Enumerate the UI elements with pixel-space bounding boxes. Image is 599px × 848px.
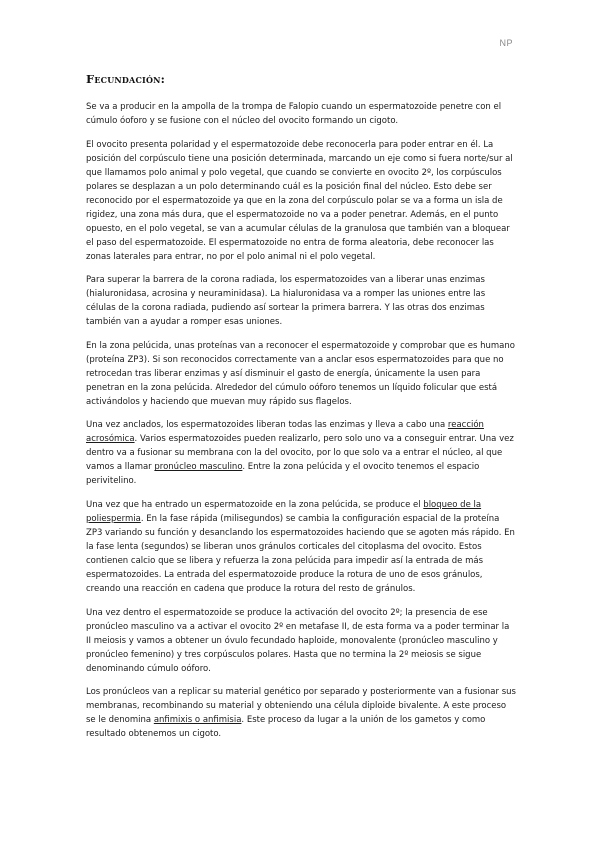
text-run: El ovocito presenta polaridad y el espermatozoide debe reconocerla para poder entrar en él. La posición del corpúsculo tiene una posición determinada, marcando un eje como si fuera norte/sur al que llamamos polo animal y polo vegetal, que cuando se convierte en ovocito 2º, los corpúsculos polares se desplazan a un polo determinando cuál es la posición final del núcleo. Esto debe ser reconocido por el espermatozoide ya que en la zona del corpúsculo polar se va a forma un isla de rigidez, una zona más dura, que el espermatozoide no va a poder penetrar. Además, en el punto opuesto, en el polo vegetal, se van a acumular células de la granulosa que también van a bloquear el paso del espermatozoide. El espermatozoide no entra de forma aleatoria, debe reconocer las zonas laterales para entrar, no por el polo animal ni el polo vegetal. [86, 139, 513, 262]
author-initials: NP [499, 38, 513, 48]
underlined-term: anfimixis o anfimisia [153, 715, 242, 726]
body-paragraph [86, 339, 516, 409]
underlined-term: pronúcleo masculino [154, 462, 243, 473]
underlined-term: bloqueo de la poliespermia [86, 499, 482, 524]
document-body [86, 100, 516, 751]
underlined-term: reacción acrosómica [86, 420, 484, 445]
body-paragraph [86, 138, 516, 264]
text-run: Una vez dentro el espermatozoide se produce la activación del ovocito 2º; la presencia de ese pronúcleo masculino va a activar el ovocito 2º en metafase II, de esta forma va a poder terminar la II meiosis y vamos a obtener un óvulo fecundado haploide, monovalente (pronúcleo masculino y pronúcleo femenino) y tres corpúsculos polares. Hasta que no termina la 2º meiosis se sigue denominando cúmulo oóforo. [86, 607, 510, 674]
section-title: Fecundación: [86, 72, 166, 86]
body-paragraph [86, 100, 516, 128]
text-run: . En la fase rápida (milisegundos) se cambia la configuración espacial de la proteína ZP3 variando su función y desanclando los espermatozoides haciendo que se agoten más rápido. En la fase lenta (segundos) se liberan unos gránulos corticales del citoplasma del ovocito. Estos contienen calcio que se libera y refuerza la zona pelúcida para impedir así la entrada de más espermatozoides. La entrada del espermatozoide produce la rotura de uno de esos gránulos, creando una reacción en cadena que produce la rotura del resto de gránulos. [86, 513, 515, 594]
text-run: . Este proceso da lugar a la unión de los gametos y como resultado obtenemos un cigoto. [86, 715, 486, 740]
text-run: Los pronúcleos van a replicar su material genético por separado y posteriormente van a fusionar sus membranas, recombinando su material y obteniendo una célula diploide bivalente. A este proceso se le denomina [86, 687, 516, 726]
text-run: Se va a producir en la ampolla de la trompa de Falopio cuando un espermatozoide penetre con el cúmulo óoforo y se fusione con el núcleo del ovocito formando un cigoto. [86, 102, 502, 126]
text-run: Una vez que ha entrado un espermatozoide en la zona pelúcida, se produce el [86, 499, 424, 510]
text-run: Una vez anclados, los espermatozoides liberan todas las enzimas y lleva a cabo una [86, 420, 448, 431]
body-paragraph [86, 685, 516, 741]
text-run: En la zona pelúcida, unas proteínas van a reconocer el espermatozoide y comprobar que es humano (proteína ZP3). Si son reconocidos correctamente van a anclar esos espermatozoides para que no retrocedan tras liberar enzimas y así disminuir el gasto de energía, únicamente la usen para penetran en la zona pelúcida. Alrededor del cúmulo oóforo tenemos un líquido folicular que está activándolos y haciendo que muevan muy rápido sus flagelos. [86, 340, 515, 407]
body-paragraph [86, 498, 516, 596]
text-run: Para superar la barrera de la corona radiada, los espermatozoides van a liberar unas enzimas (hialuronidasa, acrosina y neuraminidasa). La hialuronidasa va a romper las uniones entre las células de la corona radiada, pudiendo así sortear la primera barrera. Y las otras dos enzimas también van a ayudar a romper esas uniones. [86, 275, 486, 328]
text-run: . Varios espermatozoides pueden realizarlo, pero solo uno va a conseguir entrar. Una vez dentro va a fusionar su membrana con la del ovocito, por lo que solo va a entrar el núcleo, al que vamos a llamar [86, 434, 514, 473]
body-paragraph [86, 418, 516, 488]
body-paragraph [86, 606, 516, 676]
text-run: . Entre la zona pelúcida y el ovocito tenemos el espacio perivitelino. [86, 462, 480, 487]
body-paragraph [86, 273, 516, 329]
